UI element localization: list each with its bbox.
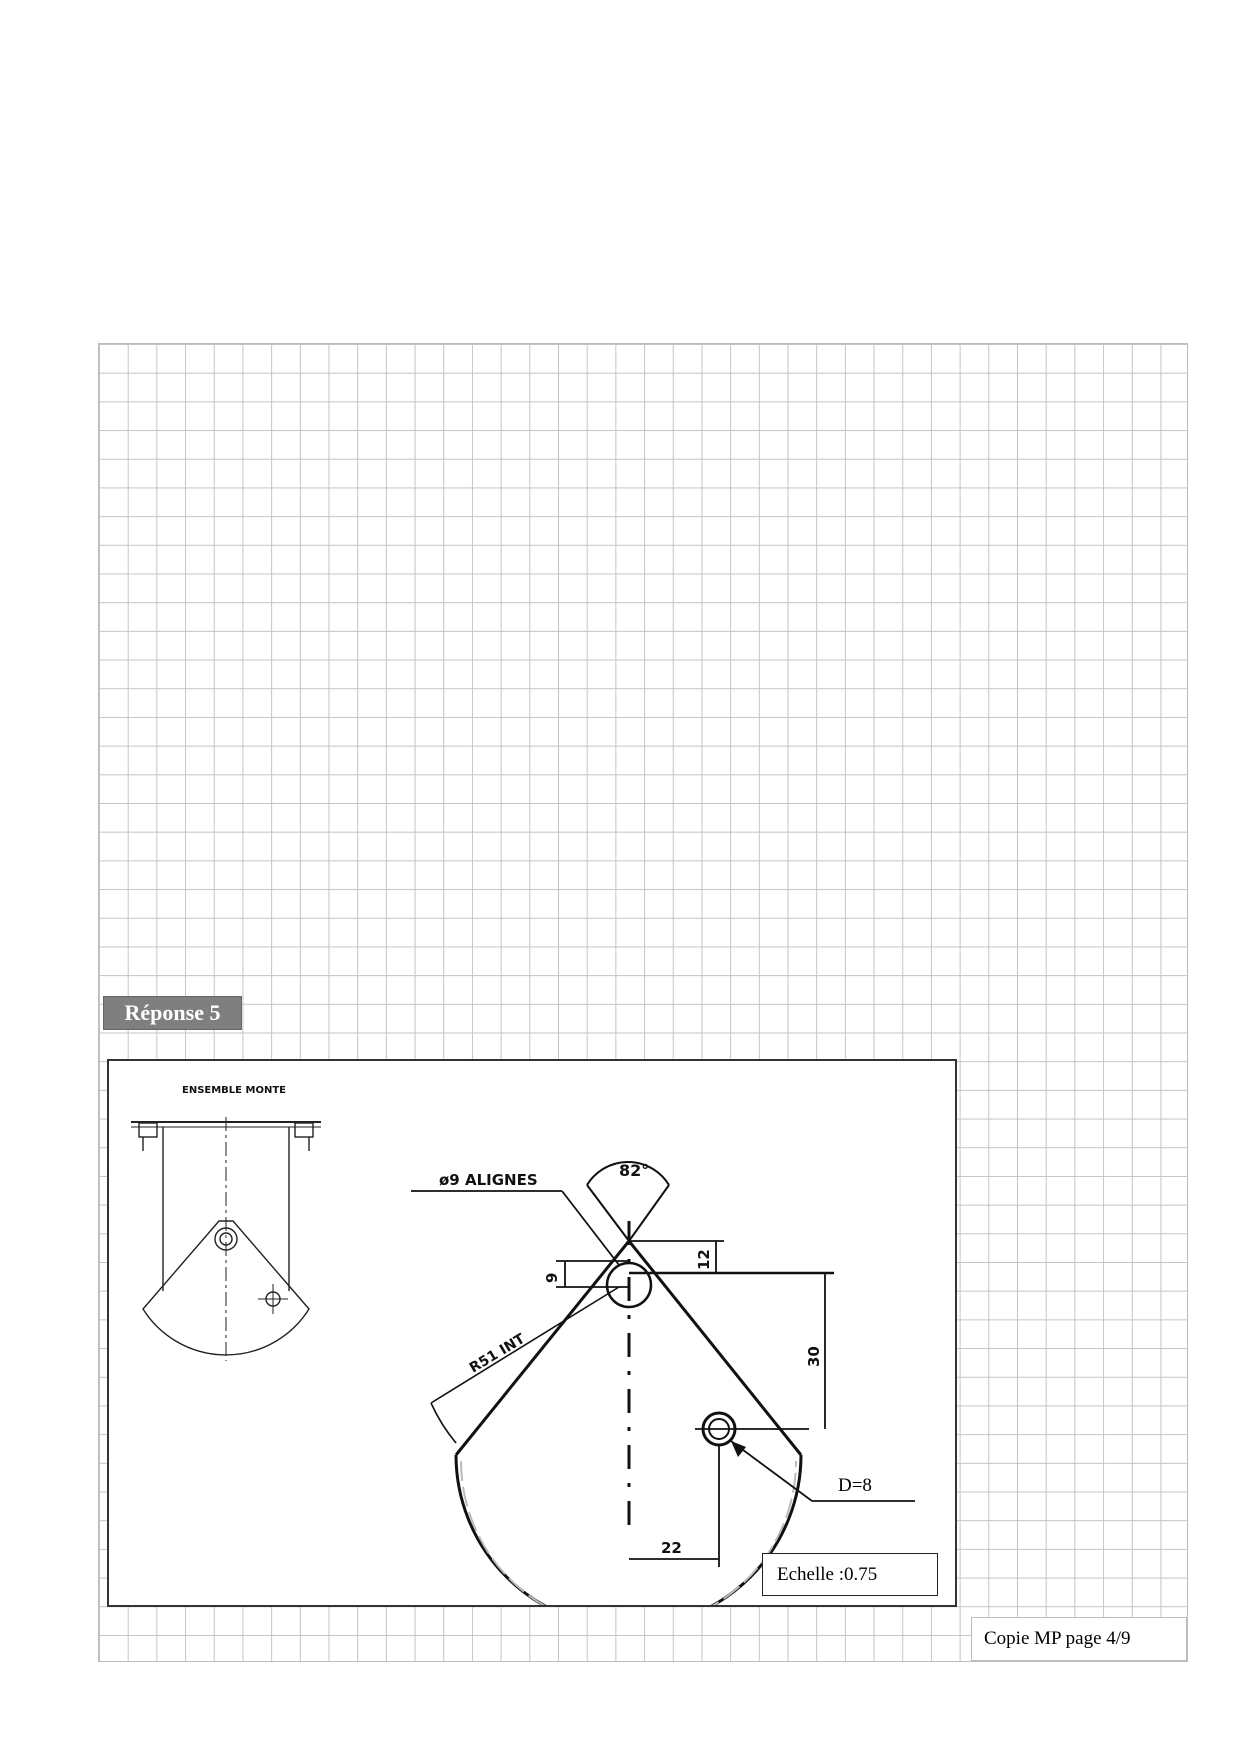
dim-angle: 82°: [619, 1161, 650, 1180]
dim-12: 12: [695, 1249, 713, 1270]
technical-drawing: [109, 1061, 955, 1605]
assembly-title: ENSEMBLE MONTE: [182, 1085, 286, 1096]
hole-note: ø9 ALIGNES: [439, 1171, 538, 1189]
detail-view: [411, 1161, 915, 1605]
dim-9: 9: [543, 1272, 561, 1283]
technical-drawing-frame: [107, 1059, 957, 1607]
hole-callout: D=8: [838, 1475, 872, 1496]
assembly-view: [131, 1085, 321, 1361]
page-label: Copie MP page 4/9: [984, 1628, 1131, 1649]
scale-box: [762, 1553, 938, 1596]
dim-30: 30: [805, 1346, 823, 1367]
page-footer: [971, 1617, 1187, 1661]
dim-22: 22: [661, 1539, 682, 1557]
dim-radius: R51 INT: [466, 1330, 528, 1377]
answer-label: Réponse 5: [124, 1000, 221, 1025]
answer-badge: [103, 996, 242, 1030]
scale-label: Echelle :0.75: [777, 1563, 878, 1585]
